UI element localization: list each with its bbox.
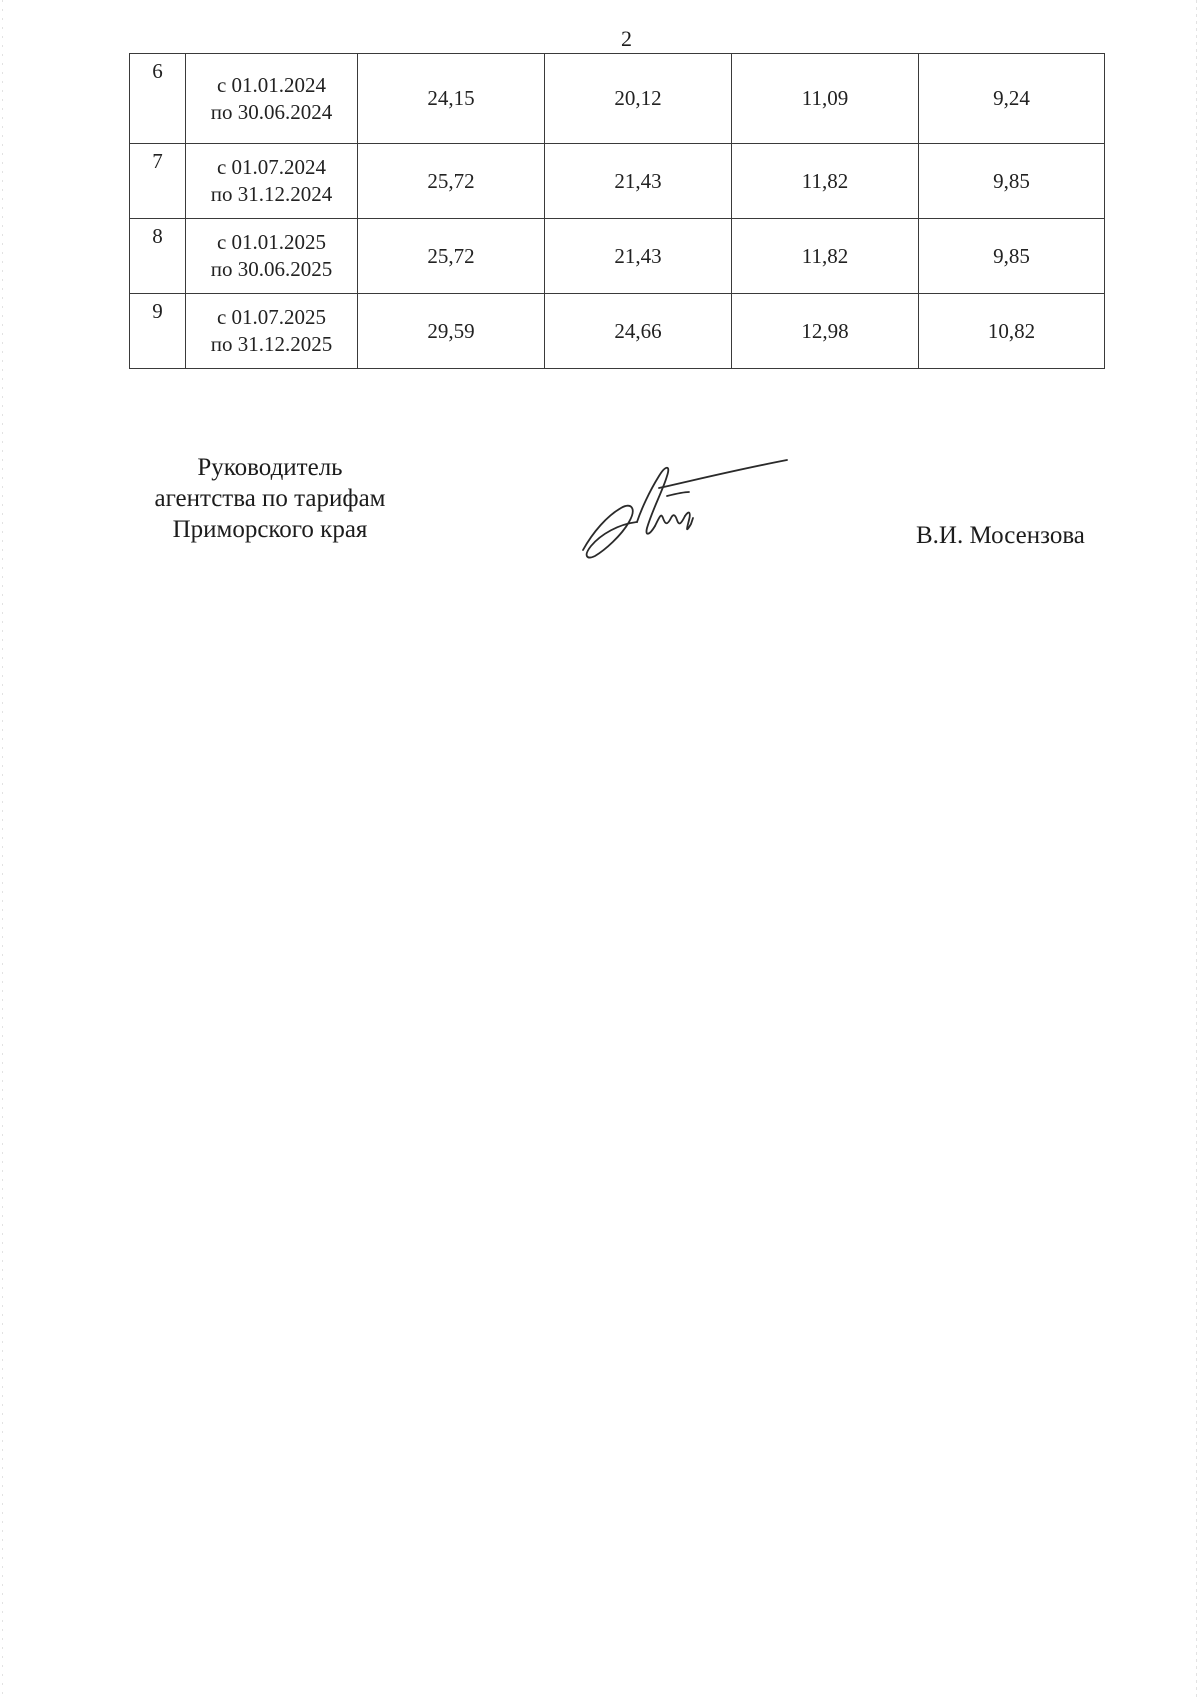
scan-edge-left xyxy=(2,0,3,1698)
period-from: с 01.07.2024 xyxy=(216,155,327,179)
value-cell: 21,43 xyxy=(545,219,732,294)
tariff-table xyxy=(129,53,1105,369)
period-to: по 30.06.2025 xyxy=(210,257,333,281)
page-number: 2 xyxy=(621,26,632,51)
position-line: Приморского края xyxy=(172,516,368,543)
table-row xyxy=(130,219,1105,294)
value-cell: 24,15 xyxy=(358,54,545,144)
value-cell: 11,82 xyxy=(732,219,919,294)
period-cell xyxy=(186,54,358,144)
value-cell: 25,72 xyxy=(358,144,545,219)
row-number: 6 xyxy=(130,54,186,144)
period-to: по 31.12.2024 xyxy=(210,182,333,206)
table-row xyxy=(130,144,1105,219)
value-cell: 10,82 xyxy=(919,294,1105,369)
value-cell: 25,72 xyxy=(358,219,545,294)
period-to: по 31.12.2025 xyxy=(210,332,333,356)
period-to: по 30.06.2024 xyxy=(210,99,333,124)
period-cell xyxy=(186,144,358,219)
position-line: Руководитель xyxy=(197,454,343,481)
value-cell: 29,59 xyxy=(358,294,545,369)
value-cell: 11,82 xyxy=(732,144,919,219)
value-cell: 20,12 xyxy=(545,54,732,144)
value-cell: 24,66 xyxy=(545,294,732,369)
value-cell: 9,85 xyxy=(919,144,1105,219)
table-row xyxy=(130,54,1105,144)
period-from: с 01.01.2024 xyxy=(216,72,327,97)
value-cell: 12,98 xyxy=(732,294,919,369)
value-cell: 9,24 xyxy=(919,54,1105,144)
value-cell: 11,09 xyxy=(732,54,919,144)
value-cell: 9,85 xyxy=(919,219,1105,294)
period-from: с 01.07.2025 xyxy=(216,305,327,329)
signer-name: В.И. Мосензова xyxy=(916,522,1085,549)
value-cell: 21,43 xyxy=(545,144,732,219)
row-number: 7 xyxy=(130,144,186,219)
period-cell xyxy=(186,219,358,294)
position-line: агентства по тарифам xyxy=(154,485,386,512)
table-row xyxy=(130,294,1105,369)
row-number: 8 xyxy=(130,219,186,294)
signatory-position xyxy=(140,452,400,545)
scan-edge-right xyxy=(1196,0,1197,1698)
handwritten-signature xyxy=(575,452,795,572)
row-number: 9 xyxy=(130,294,186,369)
period-from: с 01.01.2025 xyxy=(216,230,327,254)
period-cell xyxy=(186,294,358,369)
